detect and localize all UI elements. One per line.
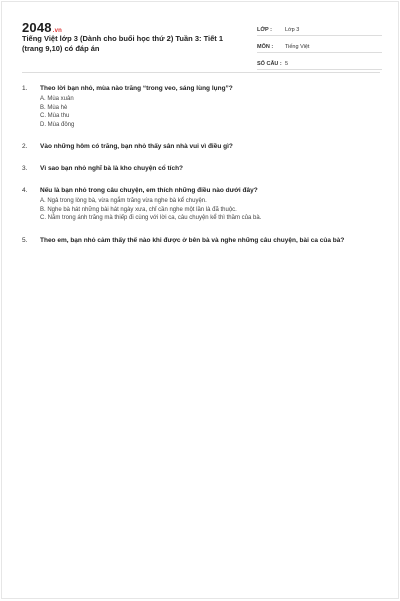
question-text: Theo em, bạn nhỏ cảm thấy thế nào khi được ở bên bà và nghe những câu chuyện, bài ca của bà? [40, 236, 345, 244]
question-number: 2. [22, 143, 28, 150]
document-page [1, 1, 399, 599]
answer-option: B. Nghe bà hát những bài hát ngày xưa, chỉ cần nghe một lần là đã thuộc. [40, 206, 237, 213]
meta-row-count [257, 54, 382, 70]
answer-option: A. Mùa xuân [40, 96, 74, 102]
answer-options [40, 95, 382, 129]
question-5 [22, 236, 382, 245]
question-3 [22, 164, 382, 173]
question-text: Theo lời bạn nhỏ, mùa nào trăng “trong veo, sáng lùng lụng”? [40, 85, 233, 92]
meta-label: LỚP : [257, 27, 272, 33]
document-title: Tiếng Việt lớp 3 (Dành cho buổi học thứ 2) Tuần 3: Tiết 1 (trang 9,10) có đáp án [22, 34, 224, 53]
answer-option: C. Nằm trong ánh trăng mà thiếp đi cùng với lời ca, câu chuyện kể thì thầm của bà. [40, 215, 262, 221]
meta-value: 5 [285, 61, 289, 67]
answer-option: C. Mùa thu [40, 113, 70, 119]
document-header [22, 20, 382, 70]
question-text: Vì sao bạn nhỏ nghĩ bà là kho chuyện cổ tích? [40, 165, 184, 172]
question-number: 5. [22, 236, 28, 244]
answer-options [40, 197, 382, 223]
logo-main: 2048 [22, 20, 52, 35]
meta-label: MÔN : [257, 44, 274, 50]
question-number: 4. [22, 187, 28, 194]
site-logo[interactable] [22, 20, 62, 35]
question-text: Vào những hôm có trăng, bạn nhỏ thấy sân nhà vui vì điều gì? [40, 143, 233, 150]
question-list [22, 84, 382, 258]
question-4 [22, 186, 382, 223]
meta-row-class [257, 20, 382, 36]
question-text: Nếu là bạn nhỏ trong câu chuyện, em thích những điều nào dưới đây? [40, 187, 258, 194]
question-1 [22, 84, 382, 129]
answer-option: A. Ngả trong lòng bà, vừa ngắm trăng vừa nghe bà kể chuyện. [40, 198, 207, 204]
meta-value: Lớp 3 [285, 27, 300, 33]
meta-label: SỐ CÂU : [257, 61, 282, 67]
meta-info [257, 20, 382, 71]
meta-row-subject [257, 37, 382, 53]
header-divider [22, 72, 380, 73]
question-number: 1. [22, 85, 28, 92]
question-2 [22, 142, 382, 151]
answer-option: B. Mùa hè [40, 104, 68, 111]
question-number: 3. [22, 165, 28, 172]
answer-option: D. Mùa đông [40, 121, 75, 128]
logo-suffix: .vn [52, 28, 63, 34]
meta-value: Tiếng Việt [285, 44, 310, 50]
